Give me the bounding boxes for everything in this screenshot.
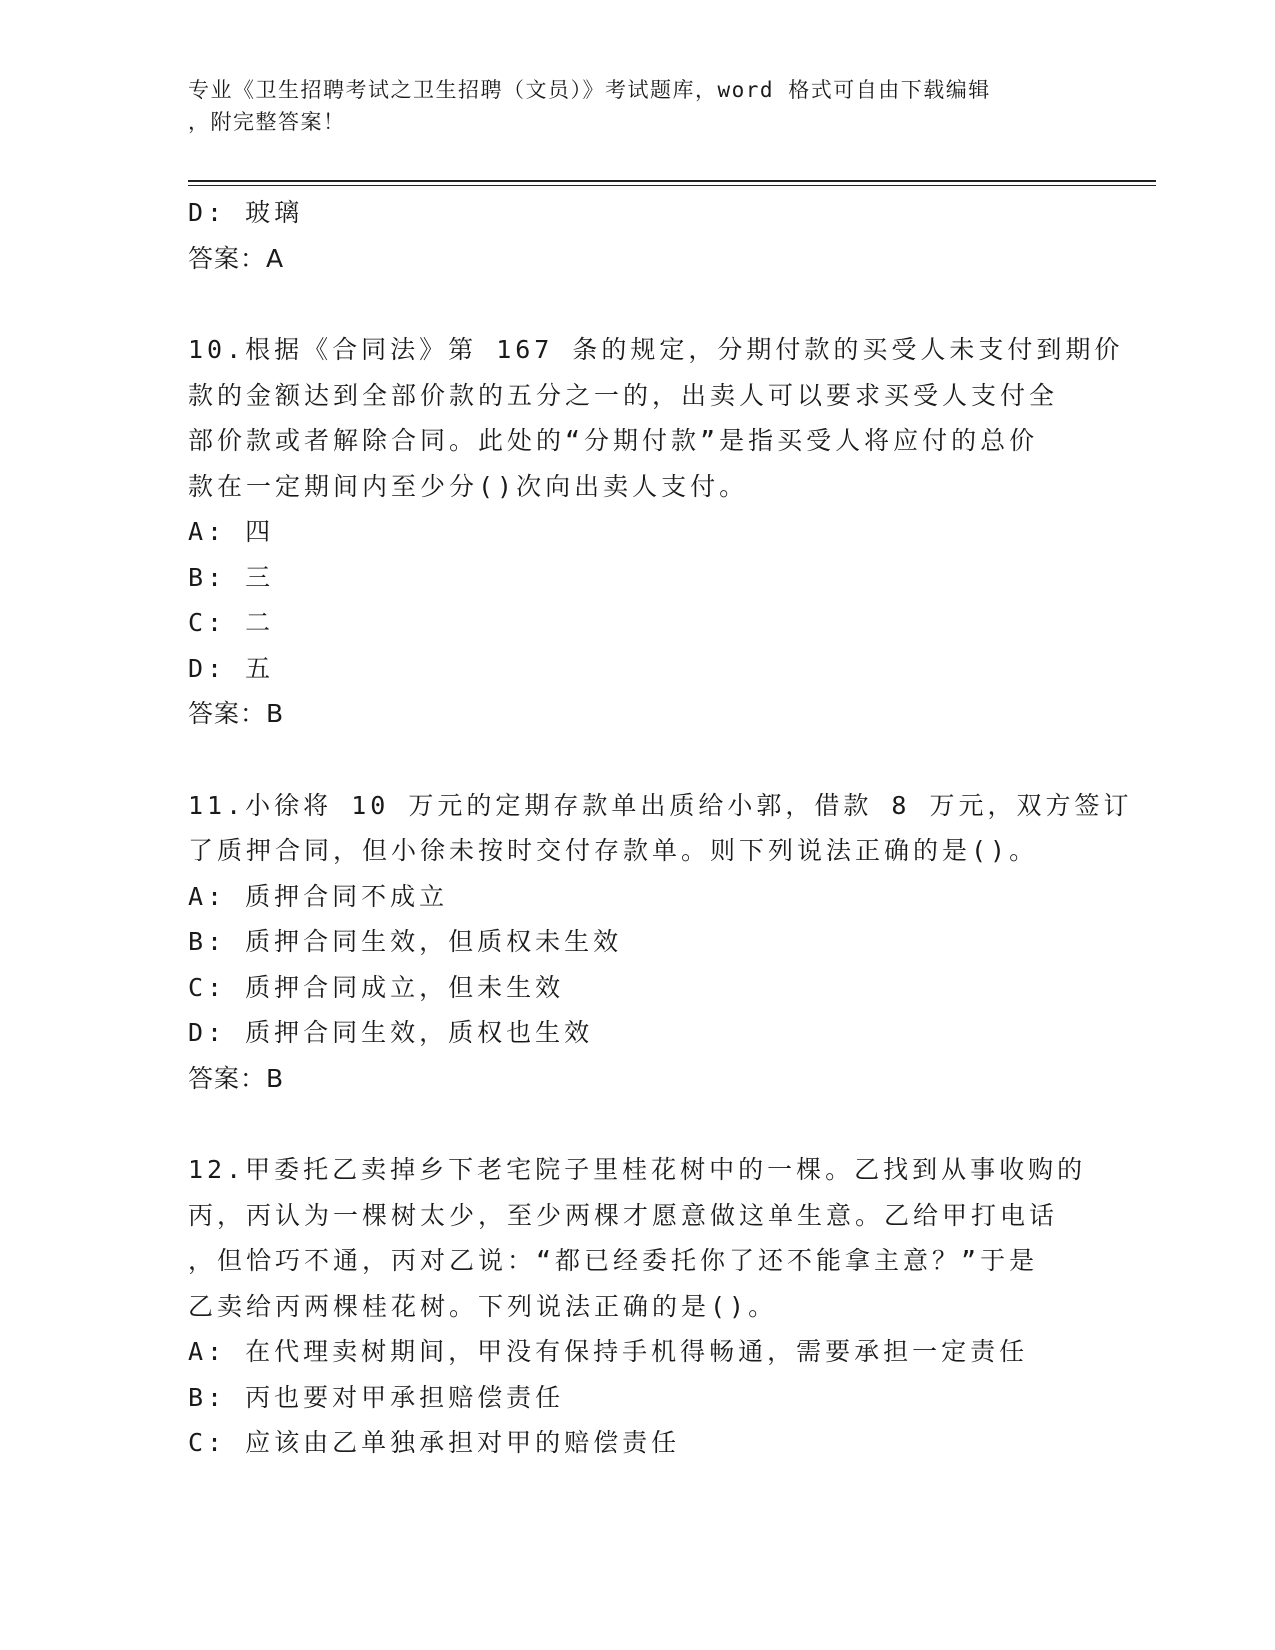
question-10 xyxy=(188,327,1124,737)
question-12-stem-line: 乙卖给丙两棵桂花树。下列说法正确的是()。 xyxy=(188,1291,778,1321)
prev-option-d: D: 玻璃 xyxy=(188,198,304,227)
question-12-option-b: B: 丙也要对甲承担赔偿责任 xyxy=(188,1382,565,1412)
question-12-stem-line: 丙，丙认为一棵树太少，至少两棵才愿意做这单生意。乙给甲打电话 xyxy=(188,1200,1059,1230)
question-12-option-a: A: 在代理卖树期间，甲没有保持手机得畅通，需要承担一定责任 xyxy=(188,1337,1029,1366)
question-11-stem-line: 11.小徐将 10 万元的定期存款单出质给小郭，借款 8 万元，双方签订 xyxy=(188,790,1133,820)
question-12-stem-line: 12.甲委托乙卖掉乡下老宅院子里桂花树中的一棵。乙找到从事收购的 xyxy=(188,1155,1087,1184)
question-11-option-b: B: 质押合同生效，但质权未生效 xyxy=(188,927,623,956)
header-divider-thin xyxy=(188,185,1156,186)
question-content xyxy=(188,190,1133,1466)
prev-answer: 答案：A xyxy=(188,243,285,273)
document-header xyxy=(188,74,1088,138)
question-spacer xyxy=(188,737,1088,783)
question-10-stem-line: 款的金额达到全部价款的五分之一的，出卖人可以要求买受人支付全 xyxy=(188,380,1059,410)
question-11 xyxy=(188,783,1133,1102)
question-11-answer: 答案：B xyxy=(188,1063,285,1093)
question-11-option-d: D: 质押合同生效，质权也生效 xyxy=(188,1018,594,1047)
question-11-option-a: A: 质押合同不成立 xyxy=(188,881,449,911)
question-10-stem-line: 部价款或者解除合同。此处的“分期付款”是指买受人将应付的总价 xyxy=(188,426,1039,455)
question-11-option-c: C: 质押合同成立，但未生效 xyxy=(188,972,565,1002)
question-12-option-c: C: 应该由乙单独承担对甲的赔偿责任 xyxy=(188,1428,681,1457)
question-spacer xyxy=(188,1101,1088,1147)
prev-question xyxy=(188,190,1088,281)
question-10-stem-line: 款在一定期间内至少分()次向出卖人支付。 xyxy=(188,471,749,501)
header-line-1: 专业《卫生招聘考试之卫生招聘（文员）》考试题库，word 格式可自由下载编辑 xyxy=(188,78,991,102)
question-10-stem-line: 10.根据《合同法》第 167 条的规定，分期付款的买受人未支付到期价 xyxy=(188,335,1124,364)
header-divider-thick xyxy=(188,180,1156,182)
question-10-answer: 答案：B xyxy=(188,699,285,728)
question-12 xyxy=(188,1147,1088,1466)
question-12-stem xyxy=(188,1147,1088,1329)
question-12-stem-line: ，但恰巧不通，丙对乙说：“都已经委托你了还不能拿主意？”于是 xyxy=(188,1246,1039,1275)
header-line-2: ，附完整答案！ xyxy=(188,110,346,134)
question-11-stem-line: 了质押合同，但小徐未按时交付存款单。则下列说法正确的是()。 xyxy=(188,836,1039,865)
question-10-option-b: B: 三 xyxy=(188,562,275,592)
question-10-option-d: D: 五 xyxy=(188,653,275,683)
question-10-stem xyxy=(188,327,1124,509)
question-10-option-a: A: 四 xyxy=(188,517,275,546)
question-11-stem xyxy=(188,783,1133,874)
question-spacer xyxy=(188,281,1088,327)
question-10-option-c: C: 二 xyxy=(188,608,275,637)
